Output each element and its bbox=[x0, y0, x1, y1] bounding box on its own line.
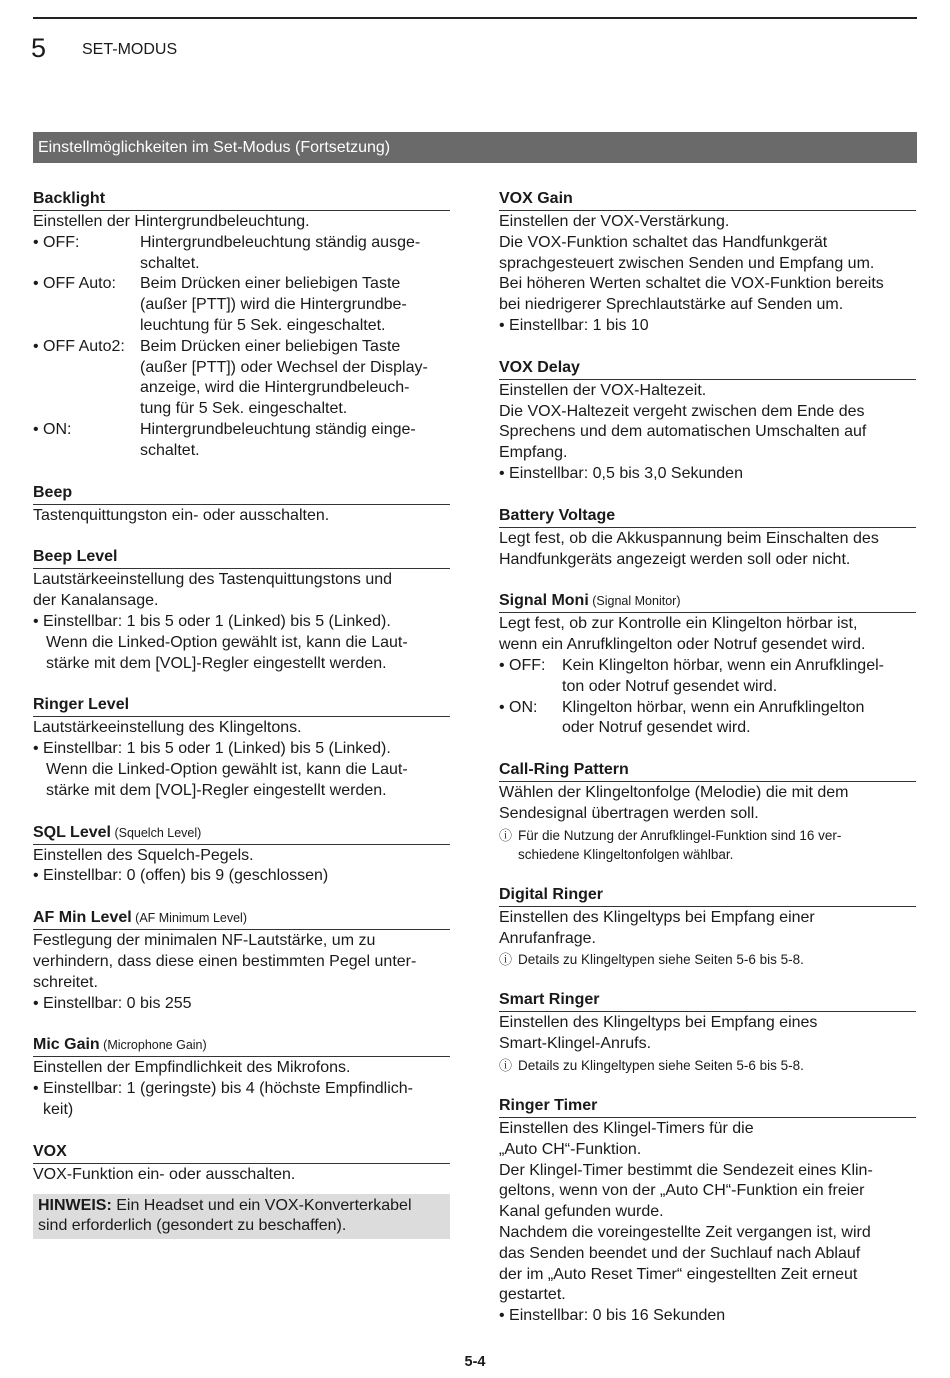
right-column bbox=[499, 188, 916, 1347]
section-vox bbox=[33, 1141, 450, 1239]
option-value bbox=[140, 420, 450, 462]
option-line: leuchtung für 5 Sek. eingeschaltet. bbox=[140, 316, 386, 334]
option-line: (außer [PTT]) oder Wechsel der Display- bbox=[140, 358, 428, 376]
option-row bbox=[33, 420, 450, 462]
option-value bbox=[140, 337, 450, 420]
info-note bbox=[499, 826, 916, 864]
heading-subtitle: (Microphone Gain) bbox=[99, 1038, 207, 1053]
section-heading: VOX Gain bbox=[499, 188, 916, 211]
section-beep-level bbox=[33, 546, 450, 674]
note-box bbox=[33, 1194, 450, 1240]
option-line: oder Notruf gesendet wird. bbox=[562, 719, 751, 737]
section-text: Einstellen des Klingel-Timers für die bbox=[499, 1119, 754, 1137]
bullet-line: • Einstellbar: 1 bis 10 bbox=[499, 316, 649, 334]
section-heading: Digital Ringer bbox=[499, 884, 916, 907]
section-text: Legt fest, ob die Akkuspannung beim Einschalten des bbox=[499, 529, 879, 547]
section-text: Wählen der Klingeltonfolge (Melodie) die mit dem bbox=[499, 784, 849, 802]
option-row bbox=[499, 698, 916, 740]
chapter-number: 5 bbox=[31, 33, 47, 63]
info-circle-icon: ⓘ bbox=[499, 1057, 513, 1073]
note-line: Für die Nutzung der Anrufklingel-Funktion sind 16 ver- bbox=[518, 827, 842, 843]
bullet-line: • Einstellbar: 0 (offen) bis 9 (geschlossen) bbox=[33, 867, 329, 885]
option-value bbox=[562, 656, 916, 698]
section-text: Einstellen der VOX-Haltezeit. bbox=[499, 381, 707, 399]
option-key: • OFF Auto: bbox=[33, 275, 116, 293]
section-af-min-level bbox=[33, 907, 450, 1014]
bullet-line: Wenn die Linked-Option gewählt ist, kann die Laut- bbox=[46, 760, 408, 778]
section-text: Einstellen der VOX-Verstärkung. bbox=[499, 213, 730, 230]
section-vox-delay bbox=[499, 357, 916, 485]
section-text: Smart-Klingel-Anrufs. bbox=[499, 1035, 652, 1053]
section-battery-voltage bbox=[499, 505, 916, 571]
section-text: sprachgesteuert zwischen Senden und Empfang um. bbox=[499, 254, 875, 272]
info-circle-icon: ⓘ bbox=[499, 827, 513, 843]
section-call-ring-pattern bbox=[499, 759, 916, 864]
section-text: Sendesignal übertragen werden soll. bbox=[499, 804, 759, 822]
section-text: Bei höheren Werten schaltet die VOX-Funktion bereits bbox=[499, 275, 884, 293]
bullet-line: • Einstellbar: 0 bis 255 bbox=[33, 994, 192, 1012]
option-line: schaltet. bbox=[140, 254, 200, 272]
section-heading: Battery Voltage bbox=[499, 505, 916, 528]
section-heading: Backlight bbox=[33, 188, 450, 211]
section-heading: VOX Delay bbox=[499, 357, 916, 380]
section-banner: Einstellmöglichkeiten im Set-Modus (Fortsetzung) bbox=[33, 132, 917, 163]
section-text: Festlegung der minimalen NF-Lautstärke, um zu bbox=[33, 932, 376, 950]
note-text: Ein Headset und ein VOX-Konverterkabel bbox=[111, 1196, 412, 1214]
option-key: • ON: bbox=[499, 698, 538, 716]
option-value bbox=[140, 274, 450, 336]
heading-subtitle: (Squelch Level) bbox=[110, 825, 202, 840]
section-beep bbox=[33, 482, 450, 527]
bullet-line: • Einstellbar: 1 (geringste) bis 4 (höchste Empfindlich- bbox=[33, 1080, 413, 1098]
section-ringer-level bbox=[33, 694, 450, 801]
section-text: Sprechens und dem automatischen Umschalten auf bbox=[499, 423, 867, 441]
heading-subtitle: (Signal Monitor) bbox=[588, 594, 681, 609]
section-heading bbox=[33, 907, 450, 930]
bullet-line: • Einstellbar: 1 bis 5 oder 1 (Linked) bis 5 (Linked). bbox=[33, 740, 391, 758]
section-text: Der Klingel-Timer bestimmt die Sendezeit eines Klin- bbox=[499, 1161, 873, 1179]
section-text: VOX-Funktion ein- oder ausschalten. bbox=[33, 1165, 296, 1183]
note-line: Details zu Klingeltypen siehe Seiten 5-6 bis 5-8. bbox=[518, 1057, 804, 1073]
section-digital-ringer bbox=[499, 884, 916, 970]
option-value bbox=[562, 698, 916, 740]
option-line: tung für 5 Sek. eingeschaltet. bbox=[140, 400, 348, 418]
section-text: verhindern, dass diese einen bestimmten Pegel unter- bbox=[33, 952, 417, 970]
section-text: Legt fest, ob zur Kontrolle ein Klingelton hörbar ist, bbox=[499, 615, 858, 633]
option-key: • OFF: bbox=[499, 656, 546, 674]
section-heading bbox=[499, 590, 916, 613]
section-text: Einstellen des Squelch-Pegels. bbox=[33, 846, 254, 864]
section-vox-gain bbox=[499, 188, 916, 337]
option-line: Klingelton hörbar, wenn ein Anrufklingelton bbox=[562, 698, 865, 716]
option-key: • OFF Auto2: bbox=[33, 337, 125, 355]
section-text: Die VOX-Funktion schaltet das Handfunkgerät bbox=[499, 233, 828, 251]
section-heading: Call-Ring Pattern bbox=[499, 759, 916, 782]
section-text: Handfunkgeräts angezeigt werden soll oder nicht. bbox=[499, 550, 851, 568]
section-text: Empfang. bbox=[499, 444, 568, 462]
section-heading: Ringer Timer bbox=[499, 1095, 916, 1118]
section-backlight bbox=[33, 188, 450, 462]
section-text: das Senden beendet und der Suchlauf nach Ablauf bbox=[499, 1244, 861, 1262]
heading-title: Signal Moni bbox=[499, 592, 589, 610]
section-ringer-timer bbox=[499, 1095, 916, 1327]
heading-title: AF Min Level bbox=[33, 909, 132, 927]
section-text: wenn ein Anrufklingelton oder Notruf gesendet wird. bbox=[499, 636, 866, 654]
option-line: Beim Drücken einer beliebigen Taste bbox=[140, 337, 401, 355]
bullet-line: • Einstellbar: 0 bis 16 Sekunden bbox=[499, 1307, 726, 1325]
heading-title: Mic Gain bbox=[33, 1036, 100, 1054]
bullet-line: • Einstellbar: 0,5 bis 3,0 Sekunden bbox=[499, 464, 743, 482]
option-value bbox=[140, 233, 450, 275]
section-text: Kanal gefunden wurde. bbox=[499, 1203, 664, 1221]
section-smart-ringer bbox=[499, 989, 916, 1075]
option-line: Hintergrundbeleuchtung ständig einge- bbox=[140, 420, 416, 438]
section-text: schreitet. bbox=[33, 973, 98, 991]
section-mic-gain bbox=[33, 1034, 450, 1120]
bullet-line: • Einstellbar: 1 bis 5 oder 1 (Linked) bis 5 (Linked). bbox=[33, 612, 391, 630]
section-sql-level bbox=[33, 822, 450, 888]
section-text: der im „Auto Reset Timer“ eingestellten Zeit erneut bbox=[499, 1265, 858, 1283]
left-column bbox=[33, 188, 450, 1259]
option-row bbox=[499, 656, 916, 698]
option-line: ton oder Notruf gesendet wird. bbox=[562, 677, 778, 695]
section-heading: Smart Ringer bbox=[499, 989, 916, 1012]
note-line: schiedene Klingeltonfolgen wählbar. bbox=[518, 846, 734, 862]
bullet-line: stärke mit dem [VOL]-Regler eingestellt werden. bbox=[46, 781, 387, 799]
section-heading bbox=[33, 1034, 450, 1057]
section-heading: Ringer Level bbox=[33, 694, 450, 717]
option-line: Kein Klingelton hörbar, wenn ein Anrufklingel- bbox=[562, 656, 884, 674]
option-row bbox=[33, 337, 450, 420]
section-text: Einstellen der Hintergrundbeleuchtung. bbox=[33, 213, 310, 230]
option-key: • ON: bbox=[33, 420, 72, 438]
option-line: Hintergrundbeleuchtung ständig ausge- bbox=[140, 233, 421, 251]
chapter-title: SET-MODUS bbox=[82, 41, 178, 58]
info-circle-icon: ⓘ bbox=[499, 952, 513, 968]
section-text: geltons, wenn von der „Auto CH“-Funktion ein freier bbox=[499, 1182, 865, 1200]
option-row bbox=[33, 233, 450, 275]
section-heading: VOX bbox=[33, 1141, 450, 1164]
section-text: gestartet. bbox=[499, 1286, 566, 1304]
section-text: Die VOX-Haltezeit vergeht zwischen dem Ende des bbox=[499, 402, 865, 420]
option-line: schaltet. bbox=[140, 441, 200, 459]
heading-title: SQL Level bbox=[33, 823, 111, 841]
note-text: sind erforderlich (gesondert zu beschaffen). bbox=[38, 1217, 347, 1235]
section-text: Einstellen des Klingeltyps bei Empfang einer bbox=[499, 908, 815, 926]
section-text: Anrufanfrage. bbox=[499, 929, 596, 947]
section-text: Tastenquittungston ein- oder ausschalten. bbox=[33, 506, 330, 524]
section-text: Nachdem die voreingestellte Zeit vergangen ist, wird bbox=[499, 1223, 871, 1241]
section-heading: Beep bbox=[33, 482, 450, 505]
option-row bbox=[33, 274, 450, 336]
section-text: der Kanalansage. bbox=[33, 592, 159, 610]
section-text: Lautstärkeeinstellung des Tastenquittungstons und bbox=[33, 571, 393, 589]
top-rule bbox=[33, 17, 917, 19]
note-line: Details zu Klingeltypen siehe Seiten 5-6 bis 5-8. bbox=[518, 952, 804, 968]
section-heading bbox=[33, 822, 450, 845]
heading-subtitle: (AF Minimum Level) bbox=[131, 911, 247, 926]
bullet-line: stärke mit dem [VOL]-Regler eingestellt werden. bbox=[46, 654, 387, 672]
section-text: „Auto CH“-Funktion. bbox=[499, 1140, 642, 1158]
info-note bbox=[499, 950, 916, 969]
section-text: Einstellen des Klingeltyps bei Empfang eines bbox=[499, 1014, 818, 1032]
option-key: • OFF: bbox=[33, 233, 80, 251]
bullet-line: keit) bbox=[43, 1100, 74, 1118]
note-label: HINWEIS: bbox=[38, 1196, 112, 1214]
option-line: Beim Drücken einer beliebigen Taste bbox=[140, 275, 401, 293]
info-note bbox=[499, 1056, 916, 1075]
section-signal-moni bbox=[499, 590, 916, 739]
bullet-line: Wenn die Linked-Option gewählt ist, kann die Laut- bbox=[46, 633, 408, 651]
section-text: Lautstärkeeinstellung des Klingeltons. bbox=[33, 719, 302, 737]
section-text: Einstellen der Empfindlichkeit des Mikrofons. bbox=[33, 1059, 351, 1077]
section-text: bei niedrigerer Sprechlautstärke auf Senden um. bbox=[499, 296, 844, 314]
option-line: anzeige, wird die Hintergrundbeleuch- bbox=[140, 379, 410, 397]
option-line: (außer [PTT]) wird die Hintergrundbe- bbox=[140, 296, 407, 314]
page-number: 5-4 bbox=[464, 1354, 486, 1370]
section-heading: Beep Level bbox=[33, 546, 450, 569]
